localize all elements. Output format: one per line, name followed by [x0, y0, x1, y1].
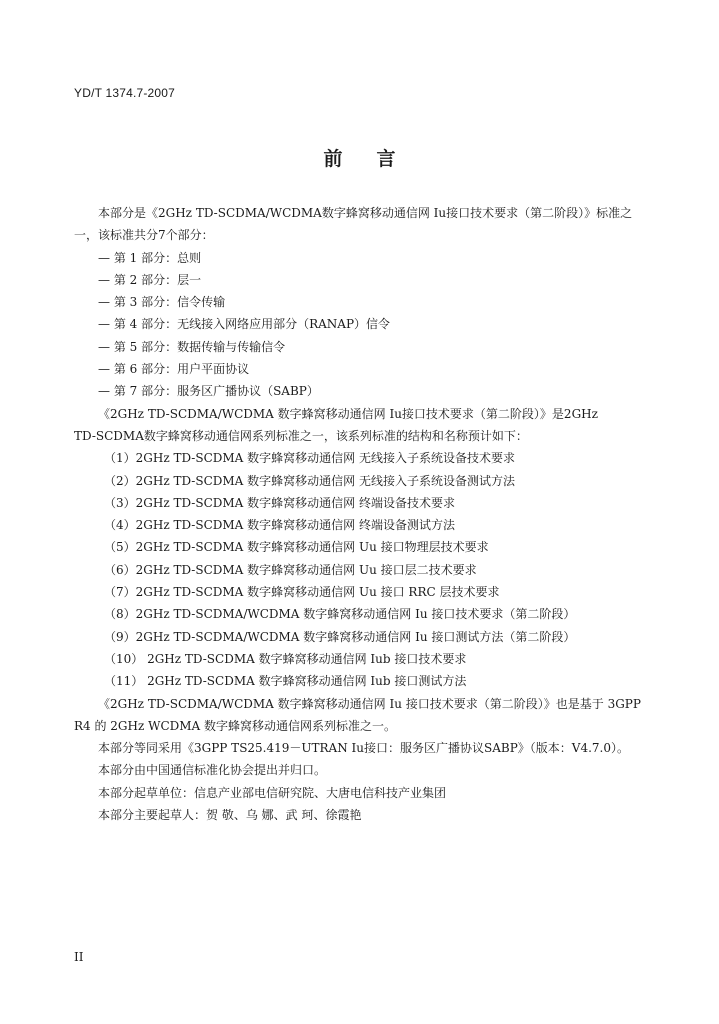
- series-intro-line-1: 《2GHz TD-SCDMA/WCDMA 数字蜂窝移动通信网 Iu接口技术要求（第二阶段）》是2GHz: [98, 406, 598, 421]
- intro-line-2: 一，该标准共分7个部分：: [74, 228, 214, 243]
- series-item: （7）2GHz TD-SCDMA 数字蜂窝移动通信网 Uu 接口 RRC 层技术要求: [104, 585, 500, 600]
- statement-line: 本部分等同采用《3GPP TS25.419－UTRAN Iu接口：服务区广播协议SABP》（版本：V4.7.0）。: [98, 741, 629, 756]
- part-item: — 第 7 部分：服务区广播协议（SABP）: [98, 384, 319, 399]
- statement-line: 本部分主要起草人：贺 敬、乌 娜、武 珂、徐霞艳: [98, 808, 362, 823]
- part-item: — 第 3 部分：信令传输: [98, 295, 226, 310]
- statement-line: 本部分起草单位：信息产业部电信研究院、大唐电信科技产业集团: [98, 785, 447, 800]
- series-item: （11） 2GHz TD-SCDMA 数字蜂窝移动通信网 Iub 接口测试方法: [104, 674, 467, 689]
- series-item: （6）2GHz TD-SCDMA 数字蜂窝移动通信网 Uu 接口层二技术要求: [104, 562, 477, 577]
- series-item: （2）2GHz TD-SCDMA 数字蜂窝移动通信网 无线接入子系统设备测试方法: [104, 473, 515, 488]
- series-item: （4）2GHz TD-SCDMA 数字蜂窝移动通信网 终端设备测试方法: [104, 518, 455, 533]
- intro-line-1: 本部分是《2GHz TD-SCDMA/WCDMA数字蜂窝移动通信网 Iu接口技术要求（第二阶段）》标准之: [98, 206, 633, 220]
- series-item: （3）2GHz TD-SCDMA 数字蜂窝移动通信网 终端设备技术要求: [104, 495, 455, 510]
- statement-line: 本部分由中国通信标准化协会提出并归口。: [98, 763, 327, 778]
- series-item: （5）2GHz TD-SCDMA 数字蜂窝移动通信网 Uu 接口物理层技术要求: [104, 540, 489, 555]
- basis-line-2: R4 的 2GHz WCDMA 数字蜂窝移动通信网系列标准之一。: [74, 718, 397, 733]
- part-item: — 第 2 部分：层一: [98, 272, 202, 287]
- part-item: — 第 1 部分：总则: [98, 250, 202, 265]
- foreword-body: [74, 202, 648, 826]
- part-item: — 第 6 部分：用户平面协议: [98, 362, 250, 377]
- page-number: II: [74, 950, 84, 964]
- series-item: （9）2GHz TD-SCDMA/WCDMA 数字蜂窝移动通信网 Iu 接口测试方法（第二阶段）: [104, 629, 576, 644]
- page-title: 前言: [323, 148, 430, 170]
- series-intro-line-2: TD-SCDMA数字蜂窝移动通信网系列标准之一，该系列标准的结构和名称预计如下：: [74, 428, 528, 443]
- basis-line-1: 《2GHz TD-SCDMA/WCDMA 数字蜂窝移动通信网 Iu 接口技术要求（第二阶段）》也是基于 3GPP: [98, 696, 641, 711]
- series-item: （1）2GHz TD-SCDMA 数字蜂窝移动通信网 无线接入子系统设备技术要求: [104, 451, 515, 466]
- document-number: YD/T 1374.7-2007: [74, 86, 176, 100]
- part-item: — 第 5 部分：数据传输与传输信令: [98, 339, 286, 354]
- series-item: （8）2GHz TD-SCDMA/WCDMA 数字蜂窝移动通信网 Iu 接口技术要求（第二阶段）: [104, 607, 576, 622]
- part-item: — 第 4 部分：无线接入网络应用部分（RANAP）信令: [98, 317, 391, 332]
- series-item: （10） 2GHz TD-SCDMA 数字蜂窝移动通信网 Iub 接口技术要求: [104, 651, 467, 666]
